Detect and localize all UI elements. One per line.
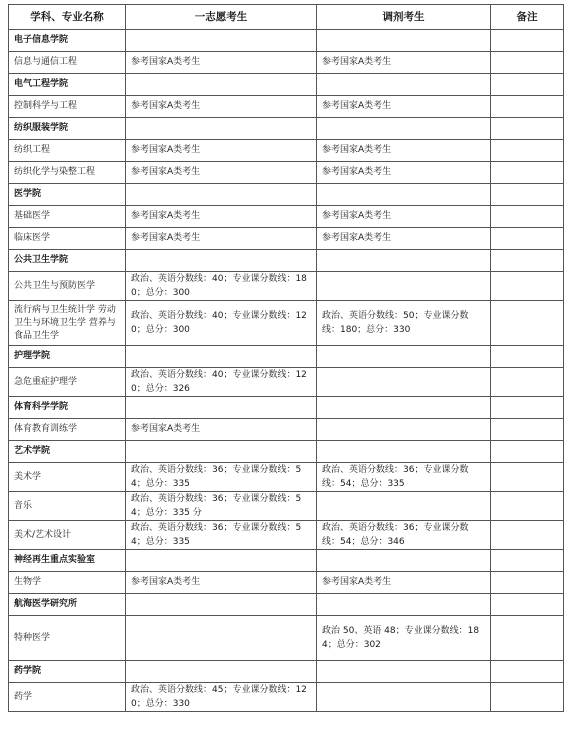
- section-row: [9, 250, 564, 272]
- section-empty-cell: [126, 550, 317, 572]
- section-empty-cell: [491, 661, 564, 683]
- major-name: 公共卫生与预防医学: [9, 272, 126, 301]
- remarks-cell: [491, 616, 564, 661]
- section-empty-cell: [491, 250, 564, 272]
- section-row: [9, 661, 564, 683]
- adjustment-cell: 政治 50、英语 48；专业课分数线：184；总分：302: [317, 616, 491, 661]
- score-table-container: [8, 4, 564, 712]
- remarks-cell: [491, 572, 564, 594]
- first-choice-cell: 政治、英语分数线：36；专业课分数线：54；总分：335: [126, 521, 317, 550]
- section-empty-cell: [317, 346, 491, 368]
- section-empty-cell: [126, 346, 317, 368]
- major-name: 信息与通信工程: [9, 52, 126, 74]
- section-empty-cell: [491, 74, 564, 96]
- major-name: 流行病与卫生统计学 劳动卫生与环境卫生学 营养与食品卫生学: [9, 301, 126, 346]
- remarks-cell: [491, 272, 564, 301]
- major-name: 美术/艺术设计: [9, 521, 126, 550]
- section-row: [9, 118, 564, 140]
- remarks-cell: [491, 683, 564, 712]
- table-row: [9, 272, 564, 301]
- section-empty-cell: [126, 250, 317, 272]
- section-row: [9, 594, 564, 616]
- adjustment-cell: 参考国家A类考生: [317, 228, 491, 250]
- remarks-cell: [491, 419, 564, 441]
- table-row: [9, 572, 564, 594]
- major-name: 特种医学: [9, 616, 126, 661]
- remarks-cell: [491, 96, 564, 118]
- section-empty-cell: [126, 30, 317, 52]
- table-row: [9, 419, 564, 441]
- section-name: 电气工程学院: [9, 74, 126, 96]
- table-row: [9, 301, 564, 346]
- score-table: [8, 4, 564, 712]
- first-choice-cell: 参考国家A类考生: [126, 162, 317, 184]
- section-row: [9, 550, 564, 572]
- first-choice-cell: 参考国家A类考生: [126, 572, 317, 594]
- remarks-cell: [491, 52, 564, 74]
- section-name: 公共卫生学院: [9, 250, 126, 272]
- adjustment-cell: 参考国家A类考生: [317, 96, 491, 118]
- section-empty-cell: [491, 594, 564, 616]
- major-name: 音乐: [9, 492, 126, 521]
- remarks-cell: [491, 368, 564, 397]
- section-name: 艺术学院: [9, 441, 126, 463]
- first-choice-cell: 参考国家A类考生: [126, 96, 317, 118]
- major-name: 纺织工程: [9, 140, 126, 162]
- remarks-cell: [491, 140, 564, 162]
- first-choice-cell: 参考国家A类考生: [126, 228, 317, 250]
- section-empty-cell: [126, 74, 317, 96]
- adjustment-cell: [317, 419, 491, 441]
- table-body: [9, 30, 564, 712]
- remarks-cell: [491, 492, 564, 521]
- header-first-choice: 一志愿考生: [126, 5, 317, 30]
- table-row: [9, 96, 564, 118]
- section-empty-cell: [126, 118, 317, 140]
- section-empty-cell: [317, 661, 491, 683]
- table-row: [9, 521, 564, 550]
- table-row: [9, 206, 564, 228]
- remarks-cell: [491, 206, 564, 228]
- section-empty-cell: [317, 441, 491, 463]
- section-empty-cell: [317, 397, 491, 419]
- section-empty-cell: [126, 441, 317, 463]
- table-row: [9, 616, 564, 661]
- section-empty-cell: [317, 74, 491, 96]
- table-header-row: [9, 5, 564, 30]
- section-empty-cell: [126, 594, 317, 616]
- section-empty-cell: [491, 118, 564, 140]
- remarks-cell: [491, 162, 564, 184]
- adjustment-cell: [317, 683, 491, 712]
- header-remarks: 备注: [491, 5, 564, 30]
- adjustment-cell: 参考国家A类考生: [317, 52, 491, 74]
- adjustment-cell: [317, 368, 491, 397]
- table-row: [9, 162, 564, 184]
- major-name: 临床医学: [9, 228, 126, 250]
- first-choice-cell: 政治、英语分数线：40；专业课分数线：120；总分：326: [126, 368, 317, 397]
- section-row: [9, 397, 564, 419]
- section-empty-cell: [317, 118, 491, 140]
- section-empty-cell: [317, 250, 491, 272]
- major-name: 纺织化学与染整工程: [9, 162, 126, 184]
- first-choice-cell: 参考国家A类考生: [126, 419, 317, 441]
- table-row: [9, 228, 564, 250]
- section-empty-cell: [491, 397, 564, 419]
- section-empty-cell: [317, 184, 491, 206]
- section-empty-cell: [317, 30, 491, 52]
- adjustment-cell: 政治、英语分数线：50；专业课分数线：180；总分：330: [317, 301, 491, 346]
- section-row: [9, 346, 564, 368]
- adjustment-cell: 参考国家A类考生: [317, 572, 491, 594]
- table-row: [9, 368, 564, 397]
- section-empty-cell: [317, 550, 491, 572]
- major-name: 体育教育训练学: [9, 419, 126, 441]
- section-name: 体育科学学院: [9, 397, 126, 419]
- remarks-cell: [491, 301, 564, 346]
- table-row: [9, 492, 564, 521]
- section-empty-cell: [491, 346, 564, 368]
- first-choice-cell: 参考国家A类考生: [126, 206, 317, 228]
- major-name: 生物学: [9, 572, 126, 594]
- first-choice-cell: 参考国家A类考生: [126, 140, 317, 162]
- table-row: [9, 52, 564, 74]
- table-row: [9, 140, 564, 162]
- section-name: 神经再生重点实验室: [9, 550, 126, 572]
- header-major: 学科、专业名称: [9, 5, 126, 30]
- first-choice-cell: 政治、英语分数线：36；专业课分数线：54；总分：335: [126, 463, 317, 492]
- section-row: [9, 184, 564, 206]
- first-choice-cell: 政治、英语分数线：36；专业课分数线：54；总分：335 分: [126, 492, 317, 521]
- adjustment-cell: 政治、英语分数线：36；专业课分数线：54；总分：335: [317, 463, 491, 492]
- remarks-cell: [491, 228, 564, 250]
- major-name: 药学: [9, 683, 126, 712]
- section-name: 护理学院: [9, 346, 126, 368]
- adjustment-cell: [317, 492, 491, 521]
- section-name: 纺织服装学院: [9, 118, 126, 140]
- adjustment-cell: 参考国家A类考生: [317, 206, 491, 228]
- adjustment-cell: 参考国家A类考生: [317, 140, 491, 162]
- remarks-cell: [491, 463, 564, 492]
- section-empty-cell: [126, 184, 317, 206]
- major-name: 控制科学与工程: [9, 96, 126, 118]
- first-choice-cell: 政治、英语分数线：45；专业课分数线：120；总分：330: [126, 683, 317, 712]
- major-name: 急危重症护理学: [9, 368, 126, 397]
- first-choice-cell: 政治、英语分数线：40；专业课分数线：180；总分：300: [126, 272, 317, 301]
- major-name: 美术学: [9, 463, 126, 492]
- adjustment-cell: 参考国家A类考生: [317, 162, 491, 184]
- section-empty-cell: [491, 550, 564, 572]
- section-name: 医学院: [9, 184, 126, 206]
- section-empty-cell: [491, 441, 564, 463]
- first-choice-cell: 政治、英语分数线：40；专业课分数线：120；总分：300: [126, 301, 317, 346]
- section-empty-cell: [491, 184, 564, 206]
- first-choice-cell: 参考国家A类考生: [126, 52, 317, 74]
- section-empty-cell: [491, 30, 564, 52]
- major-name: 基础医学: [9, 206, 126, 228]
- section-name: 电子信息学院: [9, 30, 126, 52]
- table-row: [9, 683, 564, 712]
- section-row: [9, 441, 564, 463]
- section-empty-cell: [126, 661, 317, 683]
- adjustment-cell: [317, 272, 491, 301]
- remarks-cell: [491, 521, 564, 550]
- section-name: 航海医学研究所: [9, 594, 126, 616]
- header-adjustment: 调剂考生: [317, 5, 491, 30]
- section-empty-cell: [126, 397, 317, 419]
- adjustment-cell: 政治、英语分数线：36；专业课分数线：54；总分：346: [317, 521, 491, 550]
- section-name: 药学院: [9, 661, 126, 683]
- section-empty-cell: [317, 594, 491, 616]
- section-row: [9, 30, 564, 52]
- section-row: [9, 74, 564, 96]
- table-row: [9, 463, 564, 492]
- first-choice-cell: [126, 616, 317, 661]
